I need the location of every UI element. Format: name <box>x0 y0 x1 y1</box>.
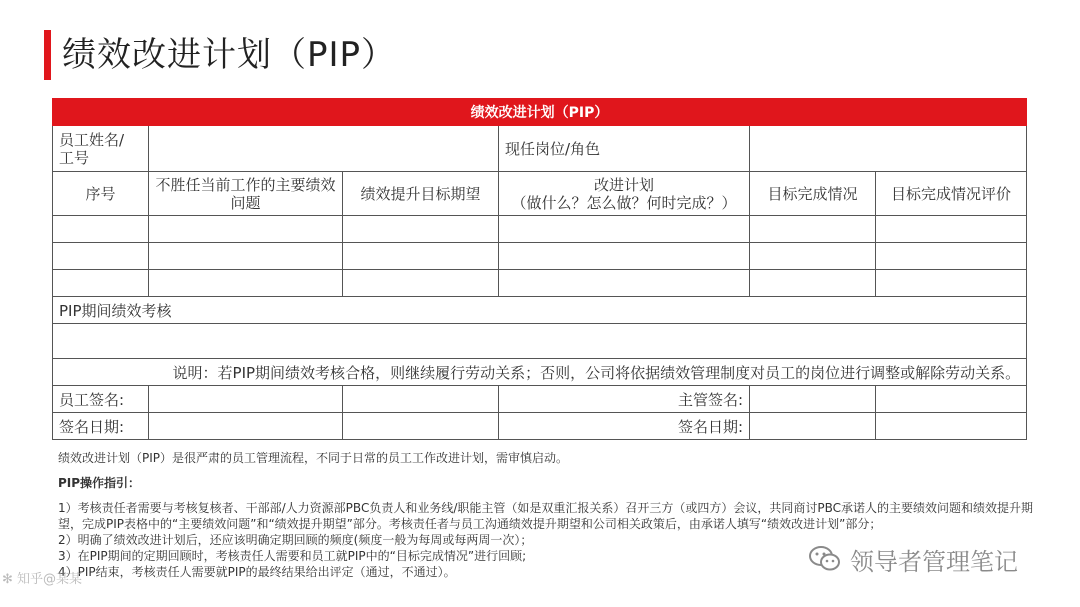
sign-date-field-supervisor[interactable] <box>750 413 876 440</box>
table-cell[interactable] <box>53 270 149 297</box>
sign-date-row <box>53 413 1027 440</box>
guide-step-3: 3）在PIP期间的定期回顾时，考核责任人需要和员工就PIP中的“目标完成情况”进行回顾; <box>58 549 527 563</box>
table-cell <box>343 413 499 440</box>
table-cell <box>343 386 499 413</box>
review-label-row <box>53 297 1027 324</box>
watermark-text: 领导者管理笔记 <box>850 547 1018 576</box>
sign-date-field-employee[interactable] <box>149 413 343 440</box>
table-cell[interactable] <box>149 270 343 297</box>
employee-info-row <box>53 126 1027 172</box>
col-header-evaluation: 目标完成情况评价 <box>876 172 1027 216</box>
table-cell[interactable] <box>750 243 876 270</box>
explanation-row <box>53 359 1027 386</box>
guide-title: PIP操作指引： <box>58 476 141 490</box>
table-cell[interactable] <box>499 216 750 243</box>
table-cell[interactable] <box>149 216 343 243</box>
table-cell[interactable] <box>149 243 343 270</box>
table-row <box>53 270 1027 297</box>
table-cell[interactable] <box>876 270 1027 297</box>
column-header-row <box>53 172 1027 216</box>
col-header-plan: 改进计划 （做什么？怎么做？何时完成？） <box>499 172 750 216</box>
table-cell[interactable] <box>876 216 1027 243</box>
table-cell[interactable] <box>343 243 499 270</box>
guide-step-4: 4）PIP结束，考核责任人需要就PIP的最终结果给出评定（通过，不通过）。 <box>58 565 456 579</box>
title-accent-bar <box>44 30 51 80</box>
guide-step-2: 2）明确了绩效改进计划后，还应该明确定期回顾的频度(频度一般为每周或每两周一次）； <box>58 533 533 547</box>
guide-step-1: 1）考核责任者需要与考核复核者、干部部/人力资源部PBC负责人和业务线/职能主管（如是双重汇报关系）召开三方（或四方）会议，共同商讨PBC承诺人的主要绩效问题和绩效提升期望，完成PIP表格中的“主要绩效问题”和“绩效提升期望”部分。考核责任者与员工沟通绩效提升期望和公司相关政策后，由承诺人填写“绩效改进计划”部分； <box>58 501 1034 531</box>
col-header-target: 绩效提升目标期望 <box>343 172 499 216</box>
employee-sign-field[interactable] <box>149 386 343 413</box>
review-label: PIP期间绩效考核 <box>53 297 1027 324</box>
table-cell[interactable] <box>343 270 499 297</box>
review-field[interactable] <box>53 324 1027 359</box>
table-cell[interactable] <box>499 270 750 297</box>
table-header: 绩效改进计划（PIP） <box>53 99 1027 126</box>
current-role-field[interactable] <box>750 126 1027 172</box>
col-header-problem: 不胜任当前工作的主要绩效问题 <box>149 172 343 216</box>
employee-name-field[interactable] <box>149 126 499 172</box>
table-cell <box>876 413 1027 440</box>
table-cell <box>876 386 1027 413</box>
table-cell[interactable] <box>750 216 876 243</box>
current-role-label: 现任岗位/角色 <box>499 126 750 172</box>
table-header-row <box>53 99 1027 126</box>
sign-date-label-employee: 签名日期: <box>53 413 149 440</box>
watermark <box>808 541 1018 577</box>
signature-row <box>53 386 1027 413</box>
review-field-row <box>53 324 1027 359</box>
col-header-completion: 目标完成情况 <box>750 172 876 216</box>
explanation-text: 说明：若PIP期间绩效考核合格，则继续履行劳动关系；否则，公司将依据绩效管理制度对员工的岗位进行调整或解除劳动关系。 <box>53 359 1027 386</box>
wechat-icon <box>808 544 842 574</box>
supervisor-sign-label: 主管签名: <box>499 386 750 413</box>
table-cell[interactable] <box>876 243 1027 270</box>
table-cell[interactable] <box>53 243 149 270</box>
table-cell[interactable] <box>53 216 149 243</box>
employee-name-label: 员工姓名/ 工号 <box>53 126 149 172</box>
table-cell[interactable] <box>750 270 876 297</box>
supervisor-sign-field[interactable] <box>750 386 876 413</box>
corner-watermark: ✻ 知乎@某某 <box>2 572 83 587</box>
notes-intro: 绩效改进计划（PIP）是很严肃的员工管理流程，不同于日常的员工工作改进计划，需审慎启动。 <box>58 451 569 465</box>
table-row <box>53 243 1027 270</box>
employee-sign-label: 员工签名: <box>53 386 149 413</box>
sign-date-label-supervisor: 签名日期: <box>499 413 750 440</box>
table-cell[interactable] <box>499 243 750 270</box>
table-cell[interactable] <box>343 216 499 243</box>
pip-form-table <box>52 98 1027 440</box>
table-row <box>53 216 1027 243</box>
col-header-index: 序号 <box>53 172 149 216</box>
page-title: 绩效改进计划（PIP） <box>62 35 397 75</box>
